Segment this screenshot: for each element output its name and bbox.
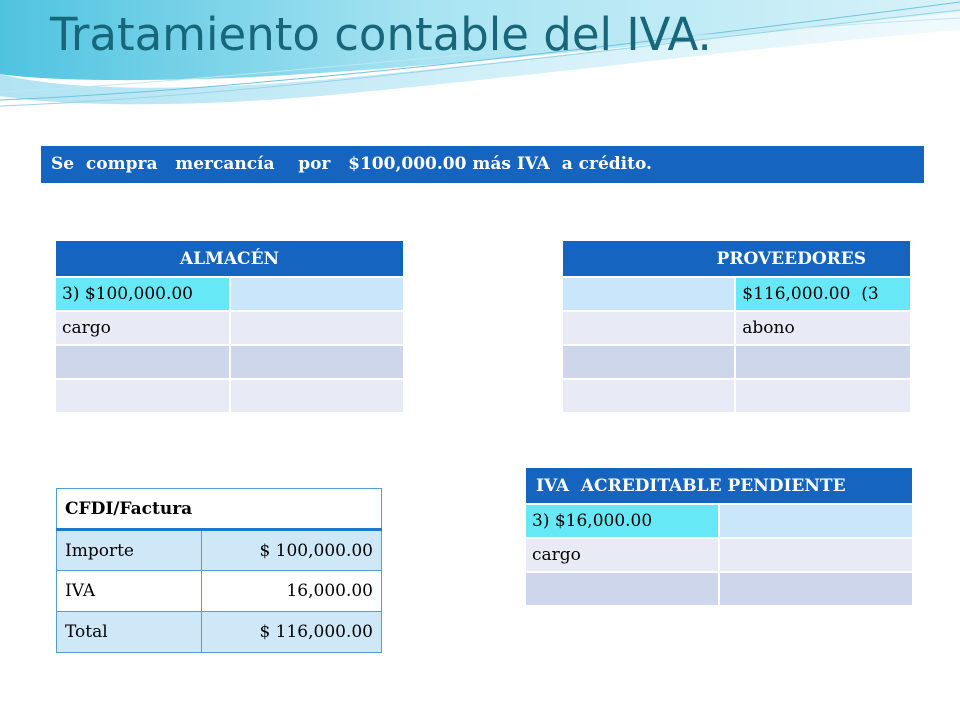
proveedores-debit-cell <box>562 345 735 379</box>
proveedores-credit-cell <box>735 379 911 413</box>
cfdi-value-total: $ 116,000.00 <box>201 612 381 653</box>
almacen-account-table <box>54 239 405 414</box>
almacen-credit-cell <box>230 379 404 413</box>
cfdi-header: CFDI/Factura <box>57 489 382 530</box>
almacen-credit-cell <box>230 277 404 311</box>
proveedores-credit-cell <box>735 345 911 379</box>
iva-debit-cell <box>525 572 719 606</box>
proveedores-debit-cell <box>562 277 735 311</box>
almacen-debit-cell <box>55 345 230 379</box>
proveedores-account-table <box>561 239 912 414</box>
almacen-credit-cell <box>230 311 404 345</box>
cfdi-invoice-table <box>56 488 382 653</box>
page-title: Tratamiento contable del IVA. <box>50 8 712 61</box>
almacen-header: ALMACÉN <box>55 240 404 277</box>
iva-acreditable-account-table <box>524 466 914 607</box>
iva-credit-cell <box>719 538 913 572</box>
iva-debit-cell: cargo <box>525 538 719 572</box>
cfdi-value-iva: 16,000.00 <box>201 571 381 612</box>
iva-credit-cell <box>719 504 913 538</box>
almacen-credit-cell <box>230 345 404 379</box>
iva-credit-cell <box>719 572 913 606</box>
cfdi-label-importe: Importe <box>57 530 202 571</box>
almacen-debit-cell <box>55 379 230 413</box>
proveedores-debit-cell <box>562 379 735 413</box>
proveedores-credit-cell: $116,000.00 (3 <box>735 277 911 311</box>
proveedores-header: PROVEEDORES <box>562 240 911 277</box>
cfdi-value-importe: $ 100,000.00 <box>201 530 381 571</box>
almacen-debit-cell: 3) $100,000.00 <box>55 277 230 311</box>
cfdi-label-iva: IVA <box>57 571 202 612</box>
iva-header: IVA ACREDITABLE PENDIENTE <box>525 467 913 504</box>
iva-debit-cell: 3) $16,000.00 <box>525 504 719 538</box>
proveedores-credit-cell: abono <box>735 311 911 345</box>
statement-banner: Se compra mercancía por $100,000.00 más IVA a crédito. <box>41 146 924 183</box>
proveedores-debit-cell <box>562 311 735 345</box>
almacen-debit-cell: cargo <box>55 311 230 345</box>
cfdi-label-total: Total <box>57 612 202 653</box>
